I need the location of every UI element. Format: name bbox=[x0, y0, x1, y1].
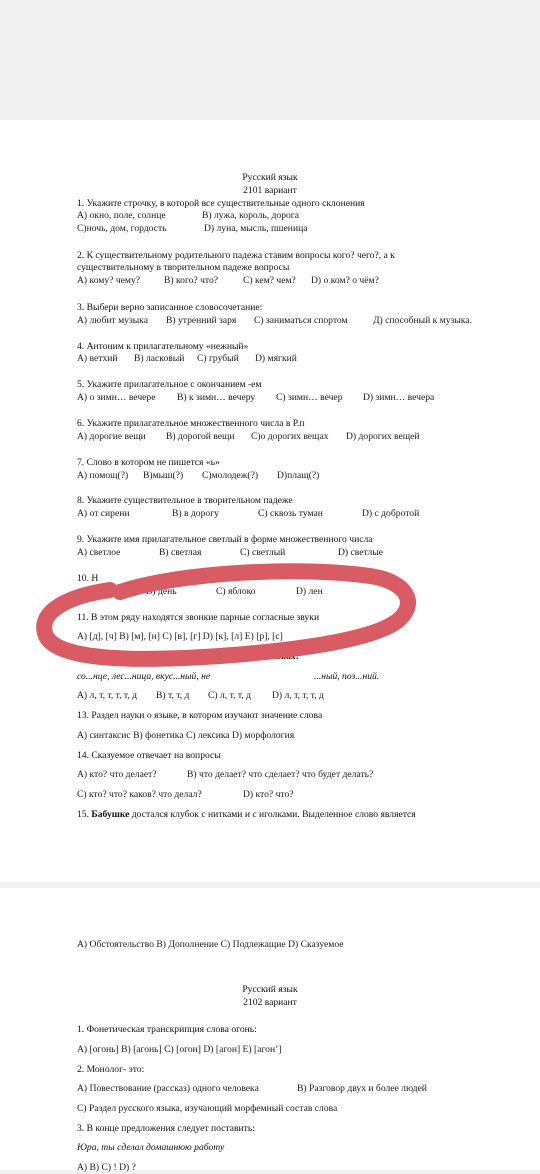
q12-option-b: В) т, т, д bbox=[156, 690, 190, 701]
question-14: 14. Сказуемое отвечает на вопросы bbox=[77, 750, 221, 761]
q3-option-a: А) любит музыка bbox=[77, 315, 148, 326]
q6-option-c: С)о дорогих вещах bbox=[251, 431, 329, 442]
q12-option-a: А) л, т, т, т, т, д bbox=[77, 690, 138, 701]
q4-option-d: D) мягкий bbox=[255, 353, 297, 364]
q5-option-d: D) зимн… вечера bbox=[363, 392, 435, 403]
q8-option-a: А) от сирени bbox=[77, 508, 130, 519]
page-title: Русский язык bbox=[242, 172, 298, 183]
q6-option-d: D) дорогих вещей bbox=[346, 431, 420, 442]
question-1: 1. Укажите строчку, в которой все существительные одного склонения bbox=[77, 198, 365, 209]
q4-option-b: В) ласковый bbox=[134, 353, 185, 364]
question-8: 8. Укажите существительное в творительном падеже bbox=[77, 495, 293, 506]
q12-option-d: D) л, т, т, т, д bbox=[272, 690, 324, 701]
q4-option-c: С) грубый bbox=[197, 353, 239, 364]
q1-option-c: С)ночь, дом, гордость bbox=[77, 223, 167, 234]
q10-option-a-partial: имя bbox=[100, 586, 116, 597]
variant-label: 2101 вариант bbox=[243, 185, 297, 196]
page-title-2: Русский язык bbox=[242, 984, 298, 995]
q11-options: А) [д], [ч] В) [м], [н] С) [в], [г] D) [к], [л] Е) [р], [с] bbox=[77, 631, 283, 642]
q9-option-c: С) светлый bbox=[240, 547, 286, 558]
question-2-line2: существительному в творительном падеже вопросы bbox=[77, 262, 290, 273]
q2-option-d: D) о ком? о чём? bbox=[311, 275, 379, 286]
q8-option-d: D) с добротой bbox=[362, 508, 420, 519]
q1-option-b: В) лужа, король, дорога bbox=[202, 210, 299, 221]
q10-option-b: В) день bbox=[146, 586, 177, 597]
q14-option-c: С) кто? что? каков? что делал? bbox=[77, 789, 202, 800]
p2-q1-options: А) [огонь] В) [агонь] С) [огон] D) [агон] Е) [агонʼ] bbox=[77, 1044, 282, 1055]
p2-q2-option-b: В) Разговор двух и более людей bbox=[297, 1083, 427, 1094]
q5-option-b: В) к зимн… вечеру bbox=[177, 392, 256, 403]
q3-option-d: Д) способный к музыка. bbox=[373, 315, 472, 326]
q15-number: 15. bbox=[77, 809, 92, 820]
q15-options: А) Обстоятельство В) Дополнение С) Подлежащие D) Сказуемое bbox=[77, 939, 344, 950]
question-5: 5. Укажите прилагательное с окончанием -ем bbox=[77, 379, 262, 390]
q8-option-c: С) сквозь туман bbox=[258, 508, 323, 519]
q12-option-c: С) л, т, т, д bbox=[208, 690, 251, 701]
q7-option-d: D)плащ(?) bbox=[277, 470, 320, 481]
question-3: 3. Выбери верно записанное словосочетание: bbox=[77, 302, 263, 313]
p2-question-2: 2. Монолог- это: bbox=[77, 1064, 145, 1075]
document-page-2 bbox=[0, 888, 540, 1173]
question-4: 4. Антоним к прилагательному «нежный» bbox=[77, 341, 249, 352]
question-10-partial: 10. Н bbox=[77, 573, 99, 584]
q6-option-a: А) дорогие вещи bbox=[77, 431, 146, 442]
question-15 bbox=[77, 809, 416, 821]
question-6: 6. Укажите прилагательное множественного числа в Р.п bbox=[77, 418, 305, 429]
variant-label-2: 2102 вариант bbox=[243, 997, 297, 1008]
q3-option-c: С) заниматься спортом bbox=[254, 315, 348, 326]
question-12-partial: буква в словах: bbox=[232, 651, 299, 662]
question-11: 11. В этом ряду находятся звонкие парные согласные звуки bbox=[77, 612, 320, 623]
p2-question-3: 3. В конце предложения следует поставить: bbox=[77, 1123, 255, 1134]
q3-option-b: В) утренний заря bbox=[166, 315, 237, 326]
q7-option-b: В)мыш(?) bbox=[143, 470, 184, 481]
q13-options: А) синтаксис В) фонетика С) лексика D) морфология bbox=[77, 730, 295, 741]
p2-q3-example: Юра, ты сделал домашнюю работу bbox=[77, 1142, 225, 1153]
q10-option-d-partial: D) лен bbox=[296, 586, 323, 597]
q15-sentence: достался клубок с нитками и с иголками. bbox=[129, 809, 303, 820]
q7-option-a: А) помощ(?) bbox=[77, 470, 129, 481]
q12-words-tail: ...ный, поз...ний. bbox=[314, 671, 380, 682]
p2-q2-option-a: А) Повествование (рассказ) одного человека bbox=[77, 1083, 259, 1094]
q5-option-a: А) о зимн… вечере bbox=[77, 392, 156, 403]
q14-option-d: D) кто? что? bbox=[243, 789, 294, 800]
question-9: 9. Укажите имя прилагательное светлый в форме множественного числа bbox=[77, 534, 373, 545]
q9-option-a: А) светлое bbox=[77, 547, 121, 558]
q1-option-a: А) окно, поле, солнце bbox=[77, 210, 166, 221]
q9-option-d: D) светлые bbox=[338, 547, 383, 558]
q2-option-c: С) кем? чем? bbox=[243, 275, 296, 286]
q6-option-b: В) дорогой вещи bbox=[166, 431, 235, 442]
q15-highlighted-word: Бабушке bbox=[91, 809, 130, 820]
q2-option-b: В) кого? что? bbox=[164, 275, 219, 286]
p2-q2-option-c: С) Раздел русского языка, изучающий морфемный состав слова bbox=[77, 1103, 338, 1114]
p2-question-1: 1. Фонетическая транскрипция слова огонь: bbox=[77, 1024, 257, 1035]
q14-option-a: А) кто? что делает? bbox=[77, 769, 157, 780]
q10-option-c: С) яблоко bbox=[216, 586, 256, 597]
p2-q3-options: А) В) С) ! D) ? bbox=[77, 1162, 136, 1173]
question-13: 13. Раздел науки о языке, в котором изучают значение слова bbox=[77, 710, 323, 721]
question-2-line1: 2. К существительному родительного падежа ставим вопросы кого? чего?, а к bbox=[77, 250, 395, 261]
q4-option-a: А) ветхий bbox=[77, 353, 118, 364]
q7-option-c: С)молодеж(?) bbox=[202, 470, 259, 481]
q8-option-b: В) в дорогу bbox=[172, 508, 219, 519]
q5-option-c: С) зимн… вечер bbox=[276, 392, 343, 403]
q1-option-d: D) луна, мысль, пшеница bbox=[204, 223, 308, 234]
q9-option-b: В) светлая bbox=[159, 547, 202, 558]
q15-prompt: Выделенное слово является bbox=[302, 809, 416, 820]
question-7: 7. Слово в котором не пишется «ь» bbox=[77, 457, 220, 468]
q2-option-a: А) кому? чему? bbox=[77, 275, 141, 286]
q14-option-b: В) что делает? что сделает? что будет делать? bbox=[187, 769, 374, 780]
q12-words: со...нце, лес...ница, вкус...ный, не bbox=[77, 671, 211, 682]
document-page-1 bbox=[0, 120, 540, 882]
